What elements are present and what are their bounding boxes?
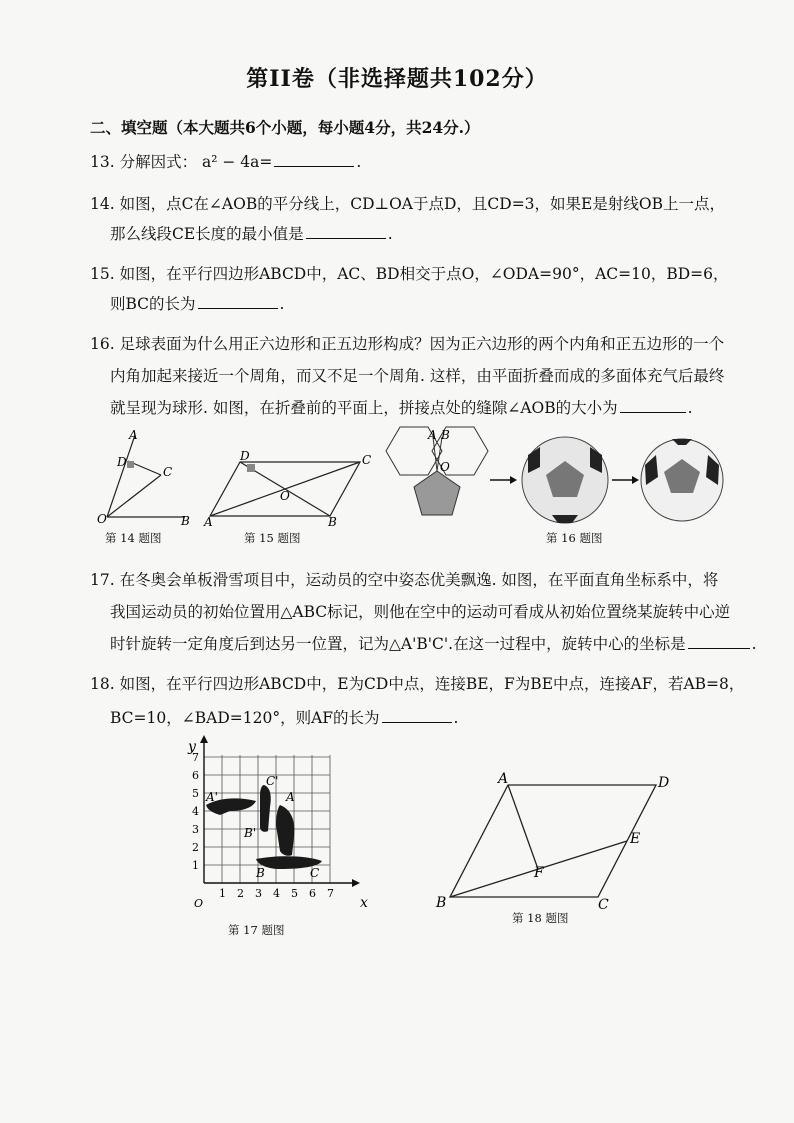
x-tick-labels [219,887,334,900]
q15-answer-blank[interactable] [198,292,278,309]
svg-text:4: 4 [192,805,199,818]
question-14-line2 [110,222,393,244]
paper-title: 第II卷（非选择题共102分） [246,66,548,92]
label-E: E [630,831,641,847]
label-C: C [362,453,372,467]
q15-text: 则BC的长为 [110,295,196,313]
q14-text: 那么线段CE长度的最小值是 [110,225,304,243]
right-angle-mark [247,464,255,472]
label-D: D [117,455,127,469]
bisector-OC [107,475,161,517]
label-D: D [658,775,670,791]
question-17-line3 [110,632,757,654]
q17-end: . [751,635,757,653]
label-D: D [240,449,250,463]
label-B-prime: B' [244,826,257,840]
svg-text:3: 3 [192,823,199,836]
label-O: O [440,460,450,474]
q18-end: . [453,709,459,727]
svg-text:5: 5 [192,787,199,800]
svg-text:7: 7 [327,887,334,900]
label-A: A [498,771,509,787]
q17-answer-blank[interactable] [688,632,750,649]
label-A: A [286,790,295,804]
svg-text:4: 4 [273,887,280,900]
q13-text: 13. 分解因式： a² − 4a= [90,153,273,171]
figure-17 [180,735,375,920]
q16-answer-blank[interactable] [620,396,686,413]
snowboarder-body [276,805,294,856]
question-13 [90,150,361,172]
svg-text:7: 7 [192,751,199,764]
arrow-1-head [510,476,517,484]
right-angle-mark [127,461,134,468]
q14-end: . [387,225,393,243]
svg-text:5: 5 [291,887,298,900]
caption-fig15: 第 15 题图 [244,531,301,545]
svg-text:3: 3 [255,887,262,900]
q13-end: . [356,153,362,171]
y-tick-labels [192,751,199,872]
q15-end: . [279,295,285,313]
caption-fig16: 第 16 题图 [546,531,603,545]
label-B: B [436,895,447,910]
pentagon [414,471,460,515]
q18-answer-blank[interactable] [382,706,452,723]
label-C: C [598,897,609,910]
segment-AF [508,785,538,869]
question-18-line1: 18. 如图，在平行四边形ABCD中，E为CD中点，连接BE，F为BE中点，连接AF，若AB=8， [90,675,745,693]
question-15-line1: 15. 如图，在平行四边形ABCD中，AC、BD相交于点O，∠ODA=90°，AC=10，BD=6， [90,265,729,283]
label-C-prime: C' [266,774,279,788]
label-F: F [534,865,544,881]
question-17-line2: 我国运动员的初始位置用△ABC标记，则他在空中的运动可看成从初始位置绕某旋转中心逆 [110,603,731,621]
svg-text:2: 2 [237,887,244,900]
section-heading: 二、填空题（本大题共6个小题，每小题4分，共24分.） [90,118,480,137]
figure-14 [95,425,205,530]
figure-16 [380,425,725,535]
label-B: B [441,428,450,442]
rotated-snowboarder-body [260,785,271,832]
y-axis-arrow [200,735,208,743]
figure-18 [430,765,680,910]
q14-answer-blank[interactable] [306,222,386,239]
label-B: B [256,866,265,880]
q17-text: 时针旋转一定角度后到达另一位置，记为△A'B'C'.在这一过程中，旋转中心的坐标是 [110,635,686,653]
question-15-line2 [110,292,284,314]
label-B: B [328,515,337,529]
q16-end: . [687,399,693,417]
arrow-2-head [632,476,639,484]
x-axis-label: x [360,895,368,911]
question-16-line1: 16. 足球表面为什么用正六边形和正五边形构成？因为正六边形的两个内角和正五边形的一个 [90,335,725,353]
label-A: A [428,428,437,442]
label-A-prime: A' [206,790,218,804]
origin-label: O [194,897,204,910]
question-16-line3 [110,396,693,418]
label-C: C [163,465,173,479]
svg-text:1: 1 [192,859,199,872]
label-A: A [129,428,138,442]
figure-15 [200,448,380,530]
svg-text:1: 1 [219,887,226,900]
svg-text:6: 6 [309,887,316,900]
svg-text:2: 2 [192,841,199,854]
caption-fig14: 第 14 题图 [105,531,162,545]
x-axis-arrow [352,879,360,887]
label-B: B [181,514,190,528]
svg-text:6: 6 [192,769,199,782]
question-14-line1: 14. 如图，点C在∠AOB的平分线上，CD⊥OA于点D，且CD=3，如果E是射线OB上一点， [90,195,725,213]
label-O: O [97,512,107,526]
caption-fig17: 第 17 题图 [228,923,285,937]
label-A: A [204,515,213,529]
label-O: O [280,489,290,503]
label-C: C [310,866,320,880]
q18-text: BC=10，∠BAD=120°，则AF的长为 [110,709,380,727]
question-18-line2 [110,706,458,728]
y-axis-label: y [188,739,196,755]
q13-answer-blank[interactable] [274,150,354,167]
caption-fig18: 第 18 题图 [512,911,569,925]
question-17-line1: 17. 在冬奥会单板滑雪项目中，运动员的空中姿态优美飘逸. 如图，在平面直角坐标系中，将 [90,571,719,589]
q16-text: 就呈现为球形. 如图，在折叠前的平面上，拼接点处的缝隙∠AOB的大小为 [110,399,618,417]
question-16-line2: 内角加起来接近一个周角，而又不足一个周角. 这样，由平面折叠而成的多面体充气后最终 [110,367,725,385]
ray-OA [107,435,135,517]
